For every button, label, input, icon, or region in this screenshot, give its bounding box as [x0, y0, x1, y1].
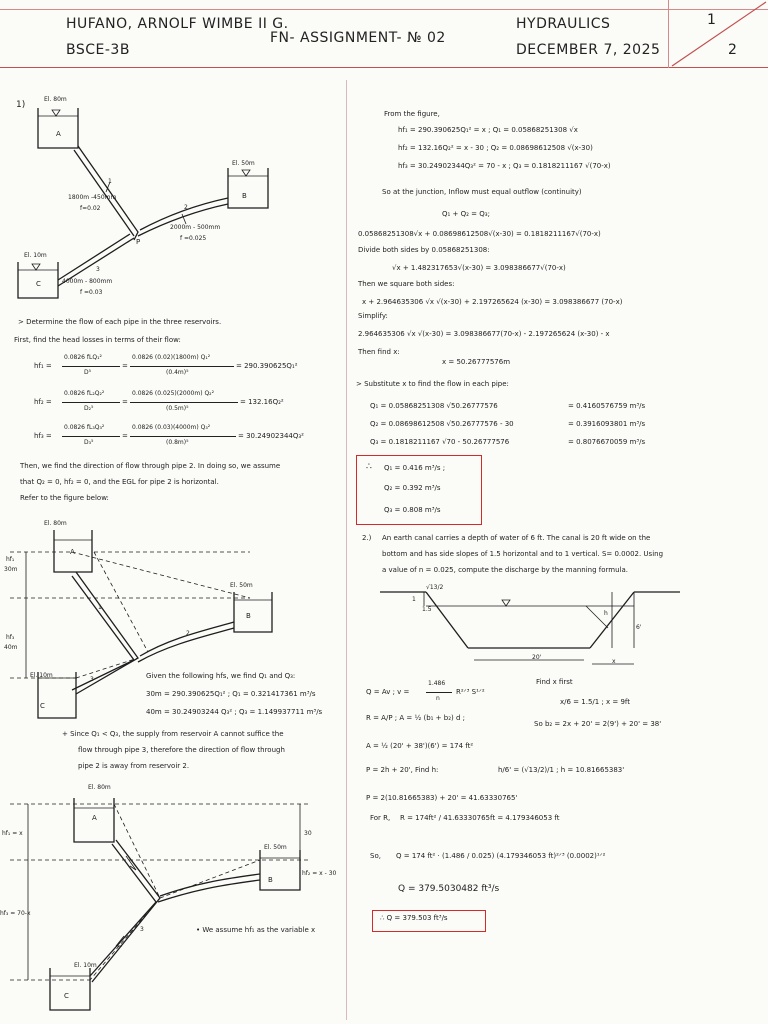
r-calc: R = 174ft² / 41.63330765ft = 4.179346053 ft — [400, 814, 560, 822]
manning-tail: R²ᐟ³ S¹ᐟ² — [456, 688, 485, 696]
fig1-junction-label: P — [136, 238, 141, 246]
canal-h-label: h — [604, 610, 608, 617]
manning-eq: Q = Av ; v = — [366, 688, 410, 696]
q3-result: = 0.8076670059 m³/s — [568, 438, 646, 446]
problem-2-number: 2.) — [362, 534, 372, 542]
fig2-reservoir-c-label: C — [40, 702, 45, 710]
hf3-formula-den: D₃⁵ — [84, 439, 94, 446]
perimeter-value: P = 2(10.81665383) + 20' = 41.63330765' — [366, 794, 518, 802]
divided-eq: √x + 1.482317653√(x-30) = 3.098386677√(70-x) — [392, 264, 566, 272]
column-divider — [346, 80, 347, 1020]
fig2-hf1-value: 30m — [4, 566, 18, 573]
q3-calc: Q₃ = 0.1818211167 √70 - 50.26777576 — [370, 438, 510, 446]
hf1-formula-num: 0.0826 fLQ₁² — [64, 354, 102, 361]
divide-note: Divide both sides by 0.05868251308: — [358, 246, 490, 254]
fig2-hf3-value: 40m — [4, 644, 18, 651]
fig1-pipe1-friction: f=0.02 — [80, 205, 101, 212]
hf3-formula-num: 0.0826 fL₃Q₃² — [64, 424, 105, 431]
problem-2-line-1: An earth canal carries a depth of water of 6 ft. The canal is 20 ft wide on the — [382, 534, 651, 542]
fig3-hf1-x: hf₁ = x — [2, 830, 23, 837]
problem-1-number: 1) — [16, 100, 26, 110]
fig2-pipe3-number: 3 — [90, 676, 94, 683]
fig1-pipe1-number: 1 — [108, 178, 112, 185]
assumption-line-2: that Q₂ = 0, hf₂ = 0, and the EGL for pipe 2 is horizontal. — [20, 478, 219, 486]
fig1-reservoir-a-label: A — [56, 130, 61, 138]
submission-date: DECEMBER 7, 2025 — [516, 42, 661, 58]
junction-note: So at the junction, Inflow must equal outflow (continuity) — [382, 188, 582, 196]
find-x-first: Find x first — [536, 678, 573, 686]
canal-slope-one: 1 — [412, 596, 416, 603]
figure-hf-variable-x — [10, 786, 340, 1018]
q2-result: = 0.3916093801 m³/s — [568, 420, 646, 428]
hf1-eq-sign: = — [122, 362, 128, 370]
page-number-slash — [668, 0, 768, 68]
q-calc: Q = 174 ft² · (1.486 / 0.025) (4.179346053 ft)²ᐟ³ (0.0002)¹ᐟ² — [396, 852, 606, 860]
fig1-pipe3-friction: f =0.03 — [80, 289, 103, 296]
hf2-label: hf₂ = — [34, 398, 52, 406]
q1-calc: Q₁ = 0.05868251308 √50.26777576 — [370, 402, 498, 410]
fig2-reservoir-a-label: A — [70, 548, 75, 556]
fig2-hf3-label: hf₃ — [6, 634, 15, 641]
fig1-pipe3-number: 3 — [96, 266, 100, 273]
assume-note: • We assume hf₁ as the variable x — [196, 926, 316, 934]
fig1-pipe2-number: 2 — [184, 204, 188, 211]
hf1-subst-num: 0.0826 (0.02)(1800m) Q₁² — [132, 354, 211, 361]
hf1-subst-den: (0.4m)⁵ — [166, 369, 189, 376]
hf1-label: hf₁ = — [34, 362, 52, 370]
hf3-subst-num: 0.0826 (0.03)(4000m) Q₃² — [132, 424, 211, 431]
hf2-formula-den: D₂⁵ — [84, 405, 94, 412]
answer-problem-2: ∴ Q = 379.503 ft³/s — [380, 914, 448, 922]
area-calc: A = ½ (20' + 38')(6') = 174 ft² — [366, 742, 474, 750]
canal-cross-section — [380, 584, 680, 674]
fig2-el-b: El. 50m — [230, 582, 253, 589]
find-x-note: Then find x: — [358, 348, 400, 356]
fig1-pipe1-spec: 1800m -450mm — [68, 194, 117, 201]
substitute-note: > Substitute x to find the flow in each pipe: — [356, 380, 509, 388]
assumption-line-1: Then, we find the direction of flow through pipe 2. In doing so, we assume — [20, 462, 281, 470]
hf2-eq-sign: = — [122, 398, 128, 406]
task-statement: > Determine the flow of each pipe in the three reservoirs. — [18, 318, 222, 326]
fig3-pipe3-number: 3 — [140, 926, 144, 933]
continuity-eq: Q₁ + Q₂ = Q₃; — [442, 210, 490, 218]
fig2-el-c: El. 10m — [30, 672, 53, 679]
fig3-el-b: El. 50m — [264, 844, 287, 851]
h-ratio: h/6' = (√13/2)/1 ; h = 10.81665383' — [498, 766, 625, 774]
answer-q1: Q₁ = 0.416 m³/s ; — [384, 464, 446, 472]
hf2-subst-num: 0.0826 (0.025)(2000m) Q₂² — [132, 390, 214, 397]
hf2-result: = 132.16Q₂² — [240, 398, 284, 406]
manning-frac-num: 1.486 — [428, 680, 446, 687]
x-value: x = 50.26777576m — [442, 358, 511, 366]
canal-bottom-20: 20' — [532, 654, 542, 661]
problem-2-line-2: bottom and has side slopes of 1.5 horizontal and to 1 vertical. S= 0.0002. Using — [382, 550, 664, 558]
so-label: So, — [370, 852, 381, 860]
header-rule-top — [0, 9, 768, 10]
fig1-pipe2-spec: 2000m - 500mm — [170, 224, 221, 231]
assumption-line-3: Refer to the figure below: — [20, 494, 109, 502]
answer-q3: Q₃ = 0.808 m³/s — [384, 506, 441, 514]
hf1-subst-bar — [130, 366, 234, 367]
page-number: 1 — [707, 12, 717, 28]
canal-slope-top: √13/2 — [426, 584, 444, 591]
flow-eq-3: hf₃ = 30.24902344Q₃² = 70 - x ; Q₃ = 0.1818211167 √(70-x) — [398, 162, 611, 170]
fig1-reservoir-c-label: C — [36, 280, 41, 288]
fig1-el-a: El. 80m — [44, 96, 67, 103]
q1-result: = 0.4160576759 m³/s — [568, 402, 646, 410]
fig3-hf3-70-x: hf₃ = 70-x — [0, 910, 31, 917]
fig2-reservoir-b-label: B — [246, 612, 251, 620]
canal-depth-6: 6' — [636, 624, 642, 631]
hf3-subst-den: (0.8m)⁵ — [166, 439, 189, 446]
given-line-3: 40m = 30.24903244 Q₃² ; Q₃ = 1.149937711 m³/s — [146, 708, 323, 716]
since-line-3: pipe 2 is away from reservoir 2. — [78, 762, 190, 770]
fig3-reservoir-b-label: B — [268, 876, 273, 884]
therefore-symbol: ∴ — [366, 462, 372, 472]
for-r-label: For R, — [370, 814, 391, 822]
q-value: Q = 379.5030482 ft³/s — [398, 884, 500, 894]
flow-eq-1: hf₁ = 290.390625Q₁² = x ; Q₁ = 0.05868251308 √x — [398, 126, 578, 134]
fig1-el-c: El. 10m — [24, 252, 47, 259]
student-section: BSCE-3B — [66, 42, 130, 58]
fig3-reservoir-a-label: A — [92, 814, 97, 822]
hf2-formula-bar — [62, 402, 120, 403]
flow-eq-2: hf₂ = 132.16Q₂² = x - 30 ; Q₂ = 0.08698612508 √(x-30) — [398, 144, 593, 152]
hf1-formula-bar — [62, 366, 120, 367]
fig3-el-c: El. 10m — [74, 962, 97, 969]
hf3-eq-sign: = — [122, 432, 128, 440]
fig1-reservoir-b-label: B — [242, 192, 247, 200]
hf3-formula-bar — [62, 436, 120, 437]
subject-title: HYDRAULICS — [516, 16, 611, 32]
squared-eq: x + 2.964635306 √x √(x-30) + 2.197265624 (x-30) = 3.098386677 (70-x) — [362, 298, 623, 306]
simplify-note: Simplify: — [358, 312, 388, 320]
fig1-pipe3-spec: 4000m - 800mm — [62, 278, 113, 285]
manning-frac-den: n — [436, 695, 440, 702]
hf1-result: = 290.390625Q₁² — [236, 362, 298, 370]
figure-three-reservoirs — [10, 90, 310, 310]
q2-calc: Q₂ = 0.08698612508 √50.26777576 - 30 — [370, 420, 514, 428]
first-step: First, find the head losses in terms of their flow: — [14, 336, 181, 344]
assignment-title: FN- ASSIGNMENT- № 02 — [270, 30, 446, 46]
fig2-pipe1-number: 1 — [98, 604, 102, 611]
perimeter-find-h: P = 2h + 20', Find h: — [366, 766, 439, 774]
manning-frac-bar — [426, 692, 452, 693]
hf3-subst-bar — [130, 436, 236, 437]
fig2-el-a: El. 80m — [44, 520, 67, 527]
r-and-a-defs: R = A/P ; A = ½ (b₁ + b₂) d ; — [366, 714, 465, 722]
hf3-label: hf₃ = — [34, 432, 52, 440]
since-line-1: + Since Q₁ < Q₃, the supply from reservoir A cannot suffice the — [62, 730, 284, 738]
x-ratio: x/6 = 1.5/1 ; x = 9ft — [560, 698, 631, 706]
fig2-pipe2-number: 2 — [186, 630, 190, 637]
student-name: HUFANO, ARNOLF WIMBE II G. — [66, 16, 289, 32]
page-total: 2 — [728, 42, 738, 58]
b2-calc: So b₂ = 2x + 20' = 2(9') + 20' = 38' — [534, 720, 662, 728]
header-rule-bottom — [0, 67, 768, 68]
fig3-hf2-x-30: hf₂ = x - 30 — [302, 870, 337, 877]
hf2-subst-bar — [130, 402, 238, 403]
hf1-formula-den: D⁵ — [84, 369, 92, 376]
fig3-dimension-30: 30 — [304, 830, 312, 837]
fig1-el-b: El. 50m — [232, 160, 255, 167]
simplified-eq: 2.964635306 √x √(x-30) = 3.098386677(70-x) - 2.197265624 (x-30) - x — [358, 330, 610, 338]
problem-2-line-3: a value of n = 0.025, compute the discharge by the manning formula. — [382, 566, 629, 574]
hf2-subst-den: (0.5m)⁵ — [166, 405, 189, 412]
hf3-result: = 30.24902344Q₃² — [238, 432, 304, 440]
from-figure: From the figure, — [384, 110, 440, 118]
given-line-1: Given the following hfs, we find Q₁ and Q₃: — [146, 672, 296, 680]
continuity-expanded: 0.05868251308√x + 0.08698612508√(x-30) = 0.1818211167√(70-x) — [358, 230, 601, 238]
since-line-2: flow through pipe 3, therefore the direction of flow through — [78, 746, 285, 754]
answer-q2: Q₂ = 0.392 m³/s — [384, 484, 441, 492]
fig3-el-a: El. 80m — [88, 784, 111, 791]
square-note: Then we square both sides: — [358, 280, 455, 288]
given-line-2: 30m = 290.390625Q₁² ; Q₁ = 0.321417361 m³/s — [146, 690, 316, 698]
fig2-hf1-label: hf₁ — [6, 556, 15, 563]
fig1-pipe2-friction: f =0.025 — [180, 235, 207, 242]
canal-x-label: x — [612, 658, 616, 665]
hf2-formula-num: 0.0826 fL₂Q₂² — [64, 390, 105, 397]
fig3-reservoir-c-label: C — [64, 992, 69, 1000]
canal-slope-1-5: 1.5 — [422, 606, 432, 613]
